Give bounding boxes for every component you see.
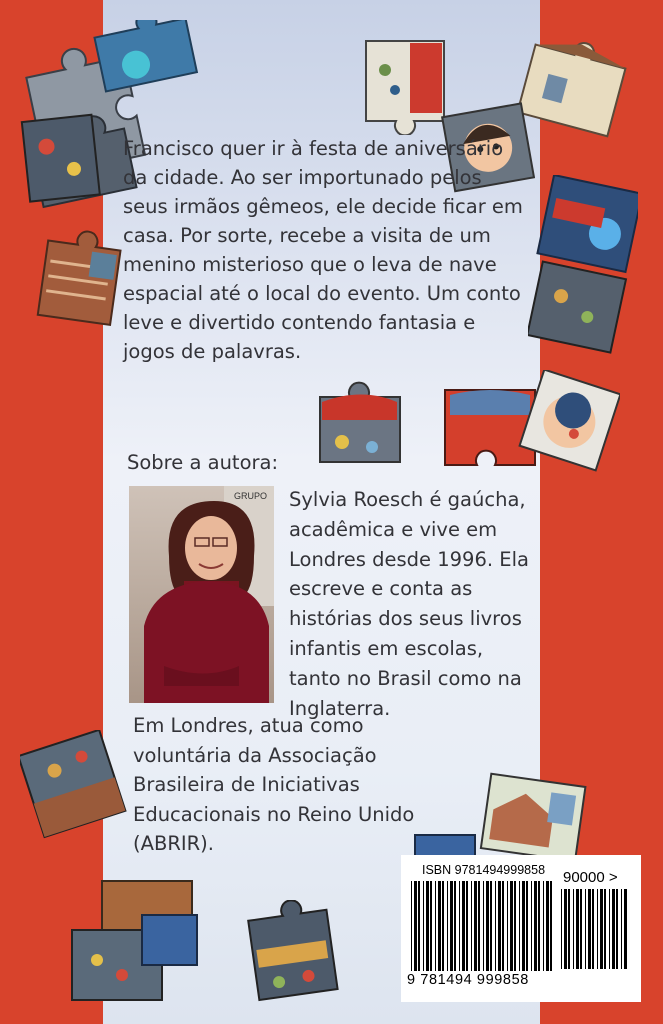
barcode-bar — [459, 881, 460, 971]
price-code: 90000 > — [563, 869, 618, 886]
barcode-bar — [510, 881, 513, 971]
barcode-bar — [576, 889, 579, 969]
puzzle-piece-right-middle — [528, 175, 638, 360]
barcode-bar — [543, 881, 544, 971]
barcode-bar — [426, 881, 429, 971]
puzzle-piece-left-lower — [20, 730, 130, 840]
barcode-bar — [612, 889, 615, 969]
barcode-bar — [423, 881, 424, 971]
barcode-bar — [561, 889, 562, 969]
puzzle-piece-right-lower — [478, 770, 593, 865]
barcode-bar — [621, 889, 622, 969]
book-blurb: Francisco quer ir à festa de aniversário da cidade. Ao ser importunado pelos seus irmãos gêmeos, ele decide ficar em casa. Por sorte, recebe a visita de um menino misterioso que o leva de nave espacial até o local do evento. Um conto leve e divertido contendo fantasia e jogos de palavras. — [123, 137, 523, 363]
barcode-bar — [568, 889, 570, 969]
author-photo — [129, 486, 274, 703]
barcode-bar — [564, 889, 567, 969]
barcode-bar — [450, 881, 453, 971]
barcode-bar — [447, 881, 448, 971]
barcode-bar — [600, 889, 603, 969]
barcode-bar — [502, 881, 504, 971]
barcode-bar — [486, 881, 489, 971]
barcode-bar — [411, 881, 412, 971]
barcode-bar — [507, 881, 508, 971]
barcode-bar — [430, 881, 432, 971]
barcode-bar — [573, 889, 574, 969]
isbn-barcode — [401, 855, 641, 1002]
puzzle-piece-bottom-left — [62, 875, 212, 1010]
barcode-bar — [442, 881, 444, 971]
puzzle-piece-bottom-center — [245, 900, 340, 1005]
barcode-bar — [588, 889, 591, 969]
barcode-bar — [609, 889, 610, 969]
isbn-digits: 9 781494 999858 — [407, 972, 529, 988]
barcode-bars — [411, 881, 556, 971]
barcode-bar — [490, 881, 492, 971]
barcode-bar — [495, 881, 496, 971]
barcode-bar — [580, 889, 582, 969]
barcode-bar — [604, 889, 606, 969]
barcode-bar — [585, 889, 586, 969]
author-bio: Sylvia Roesch é gaúcha, acadêmica e vive em Londres desde 1996. Ela escreve e conta as histórias dos seus livros infantis em escolas, tanto no Brasil como na Inglaterra. — [289, 488, 529, 720]
barcode-bar — [624, 889, 627, 969]
barcode-bar — [522, 881, 525, 971]
barcode-addon-bars — [561, 889, 631, 969]
barcode-bar — [498, 881, 501, 971]
barcode-bar — [438, 881, 441, 971]
barcode-bar — [538, 881, 540, 971]
puzzle-piece-left-upper — [18, 110, 108, 210]
barcode-bar — [616, 889, 618, 969]
barcode-bar — [466, 881, 468, 971]
barcode-bar — [519, 881, 520, 971]
puzzle-piece-center-right — [430, 370, 620, 475]
barcode-bar — [418, 881, 420, 971]
puzzle-piece-top-center — [360, 35, 450, 135]
photo-sign-text: GRUPO — [234, 491, 268, 501]
barcode-bar — [526, 881, 528, 971]
barcode-bar — [550, 881, 552, 971]
barcode-bar — [534, 881, 537, 971]
barcode-bar — [597, 889, 598, 969]
barcode-bar — [478, 881, 480, 971]
barcode-bar — [546, 881, 549, 971]
barcode-bar — [435, 881, 436, 971]
barcode-bar — [483, 881, 484, 971]
isbn-label: ISBN 9781494999858 — [422, 863, 546, 877]
puzzle-piece-center-ship — [312, 372, 407, 472]
puzzle-piece-left-roof — [28, 225, 128, 340]
about-author-heading: Sobre a autora: — [127, 451, 279, 474]
barcode-bar — [454, 881, 456, 971]
barcode-bar — [474, 881, 477, 971]
barcode-bar — [414, 881, 417, 971]
author-bio-continued: Em Londres, atua como voluntária da Associação Brasileira de Iniciativas Educacionais no Reino Unido (ABRIR). — [133, 714, 415, 855]
barcode-bar — [471, 881, 472, 971]
barcode-bar — [514, 881, 516, 971]
barcode-bar — [531, 881, 532, 971]
barcode-bar — [592, 889, 594, 969]
barcode-bar — [462, 881, 465, 971]
